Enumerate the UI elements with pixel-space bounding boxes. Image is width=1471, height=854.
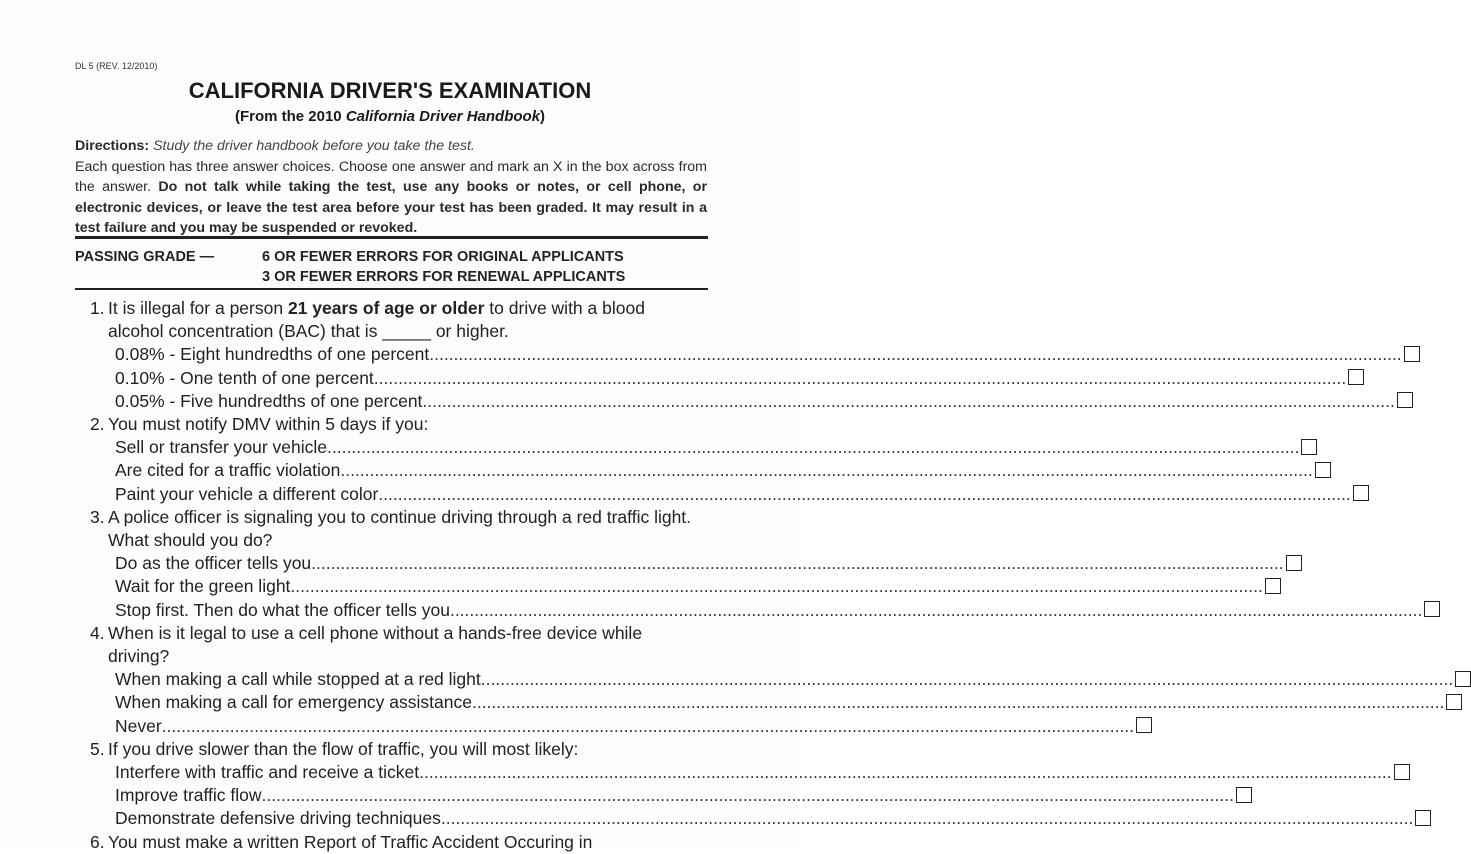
dot-leader: ........................................................................................................................................................................................................ — [440, 808, 1414, 829]
divider — [75, 236, 708, 239]
dot-leader: ........................................................................................................................................................................................................ — [429, 344, 1402, 365]
answer-option[interactable] — [115, 784, 1234, 807]
answer-option[interactable] — [115, 668, 1454, 691]
dot-leader: ........................................................................................................................................................................................................ — [290, 576, 1263, 597]
question-number: 3. — [90, 506, 105, 527]
answer-checkbox[interactable] — [1315, 462, 1331, 478]
question-number: 5. — [90, 738, 105, 759]
answer-option[interactable] — [115, 552, 1284, 575]
answer-text: Improve traffic flow — [115, 785, 262, 806]
answer-option[interactable] — [115, 436, 1300, 459]
answer-checkbox[interactable] — [1446, 694, 1462, 710]
form-id: DL 5 (REV. 12/2010) — [75, 61, 158, 71]
answer-checkbox[interactable] — [1404, 346, 1420, 362]
answer-checkbox[interactable] — [1265, 578, 1281, 594]
answer-text: 0.05% - Five hundredths of one percent — [115, 390, 423, 411]
dot-leader: ........................................................................................................................................................................................................ — [480, 669, 1454, 690]
passing-original: 6 OR FEWER ERRORS FOR ORIGINAL APPLICANTS — [262, 249, 624, 265]
subtitle-suffix: ) — [540, 108, 546, 125]
answer-option[interactable] — [115, 599, 1423, 622]
question — [90, 413, 705, 436]
answer-checkbox[interactable] — [1301, 439, 1317, 455]
answer-checkbox[interactable] — [1348, 369, 1364, 385]
directions-warning: Do not talk while taking the test, use any books or notes, or cell phone, or electronic devices, or leave the test area before your test has been graded. It may result in a test failure and you may be suspended or revoked. — [75, 179, 707, 236]
question-number: 6. — [90, 831, 105, 852]
question — [90, 622, 705, 668]
directions-plain: Each question has three answer choices. Choose one answer and mark an X in the box across from the answer. — [75, 158, 707, 195]
answer-checkbox[interactable] — [1455, 671, 1471, 687]
answer-checkbox[interactable] — [1394, 764, 1410, 780]
answer-text: When making a call while stopped at a red light — [115, 669, 481, 690]
dot-leader: ........................................................................................................................................................................................................ — [327, 437, 1300, 458]
answer-option[interactable] — [115, 390, 1395, 413]
answer-text: 0.08% - Eight hundredths of one percent — [115, 344, 430, 365]
subtitle-handbook: California Driver Handbook — [345, 108, 541, 125]
question — [90, 738, 705, 761]
dot-leader: ........................................................................................................................................................................................................ — [419, 762, 1392, 783]
answer-checkbox[interactable] — [1397, 392, 1413, 408]
answer-text: Demonstrate defensive driving techniques — [115, 808, 441, 829]
question-emphasis: 21 years of age or older — [287, 298, 485, 318]
passing-renewal: 3 OR FEWER ERRORS FOR RENEWAL APPLICANTS — [262, 269, 626, 285]
answer-checkbox[interactable] — [1236, 787, 1252, 803]
answer-text: Interfere with traffic and receive a ticket — [115, 762, 420, 783]
question — [90, 297, 705, 343]
answer-option[interactable] — [115, 691, 1445, 714]
subtitle-prefix: (From the 2010 — [234, 108, 346, 125]
answer-checkbox[interactable] — [1286, 555, 1302, 571]
question-text: When is it legal to use a cell phone without a hands-free device while driving? — [108, 622, 643, 667]
dot-leader: ........................................................................................................................................................................................................ — [311, 553, 1284, 574]
page-title: CALIFORNIA DRIVER'S EXAMINATION — [188, 78, 592, 103]
answer-checkbox[interactable] — [1353, 485, 1369, 501]
dot-leader: ........................................................................................................................................................................................................ — [373, 367, 1347, 388]
directions — [75, 136, 707, 239]
question-list — [90, 297, 1454, 854]
answer-text: Never — [115, 715, 162, 736]
question-text: You must make a written Report of Traffic Accident Occuring in — [108, 831, 593, 852]
answer-option[interactable] — [115, 761, 1392, 784]
answer-text: Paint your vehicle a different color — [115, 483, 379, 504]
question-text: A police officer is signaling you to continue driving through a red traffic light. What should you do? — [108, 506, 692, 551]
passing-grade-label: PASSING GRADE — — [75, 249, 215, 265]
answer-text: Do as the officer tells you — [115, 553, 312, 574]
question-number: 4. — [90, 622, 105, 643]
directions-label: Directions: — [75, 138, 150, 154]
answer-option[interactable] — [115, 575, 1263, 598]
answer-text: Sell or transfer your vehicle — [115, 437, 328, 458]
dot-leader: ........................................................................................................................................................................................................ — [261, 785, 1234, 806]
dot-leader: ........................................................................................................................................................................................................ — [161, 715, 1135, 736]
answer-text: Stop first. Then do what the officer tells you — [115, 599, 450, 620]
answer-text: Wait for the green light — [115, 576, 291, 597]
answer-text: 0.10% - One tenth of one percent — [115, 367, 374, 388]
answer-checkbox[interactable] — [1415, 810, 1431, 826]
answer-option[interactable] — [115, 483, 1351, 506]
dot-leader: ........................................................................................................................................................................................................ — [471, 692, 1445, 713]
subtitle — [0, 108, 780, 125]
question-text-cont: to drive with a blood alcohol concentration (BAC) that is _____ or higher. — [108, 298, 645, 342]
question — [90, 506, 705, 552]
question-text: If you drive slower than the flow of traffic, you will most likely: — [108, 738, 579, 759]
answer-checkbox[interactable] — [1136, 717, 1152, 733]
dot-leader: ........................................................................................................................................................................................................ — [422, 390, 1395, 411]
answer-option[interactable] — [115, 343, 1402, 366]
answer-checkbox[interactable] — [1424, 601, 1440, 617]
question — [90, 831, 705, 854]
question-number: 2. — [90, 414, 105, 435]
answer-text: Are cited for a traffic violation — [115, 460, 341, 481]
answer-text: When making a call for emergency assistance — [115, 692, 472, 713]
directions-italic: Study the driver handbook before you take the test. — [153, 138, 475, 154]
question-text: It is illegal for a person — [108, 298, 288, 318]
question-number: 1. — [90, 298, 105, 318]
answer-option[interactable] — [115, 715, 1135, 738]
dot-leader: ........................................................................................................................................................................................................ — [378, 483, 1351, 504]
divider — [75, 288, 708, 290]
question-text: You must notify DMV within 5 days if you: — [108, 414, 429, 435]
dot-leader: ........................................................................................................................................................................................................ — [449, 599, 1423, 620]
answer-option[interactable] — [115, 459, 1313, 482]
answer-option[interactable] — [115, 367, 1347, 390]
dot-leader: ........................................................................................................................................................................................................ — [340, 460, 1313, 481]
answer-option[interactable] — [115, 807, 1414, 830]
